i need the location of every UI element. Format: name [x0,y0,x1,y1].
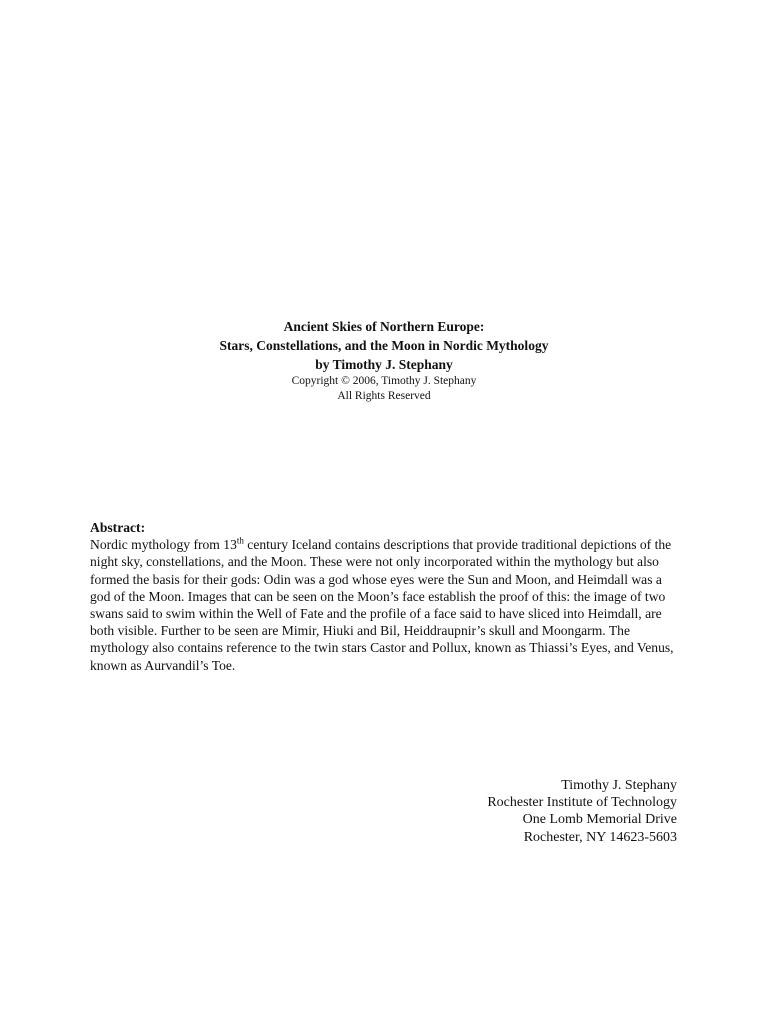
author-name: Timothy J. Stephany [561,778,677,793]
title-line-2: Stars, Constellations, and the Moon in Nordic Mythology [219,338,549,353]
byline: by Timothy J. Stephany [315,357,453,372]
copyright-notice: Copyright © 2006, Timothy J. Stephany [291,375,477,387]
rights-notice: All Rights Reserved [337,390,431,402]
author-address [487,777,677,846]
abstract-heading: Abstract: [90,520,146,535]
abstract-section [90,519,680,674]
title-block [0,317,768,404]
title-line-1: Ancient Skies of Northern Europe: [283,319,485,334]
abstract-text [90,537,674,672]
abstract-superscript: th [236,535,244,546]
author-institution: Rochester Institute of Technology [487,795,677,811]
author-city: Rochester, NY 14623-5603 [523,829,677,845]
abstract-text-rest: century Iceland contains descriptions that provide traditional depictions of the night sky, constellations, and the Moon. These were not only incorporated within the mythology but also formed the basis for their gods: Odin was a god whose eyes were the Sun and Moon, and Heimdall was a god of the Moon. Images that can be seen on the Moon’s face establish the proof of this: the image of two swans said to swim within the Well of Fate and the profile of a face said to have sliced into Heimdall, are both visible. Further to be seen are Mimir, Hiuki and Bil, Heiddraupnir’s skull and Moongarm. The mythology also contains reference to the twin stars Castor and Pollux, known as Thiassi’s Eyes, and Venus, known as Aurvandil’s Toe. [90,537,674,673]
abstract-text-start: Nordic mythology from 13 [90,537,237,553]
author-street: One Lomb Memorial Drive [522,812,677,828]
